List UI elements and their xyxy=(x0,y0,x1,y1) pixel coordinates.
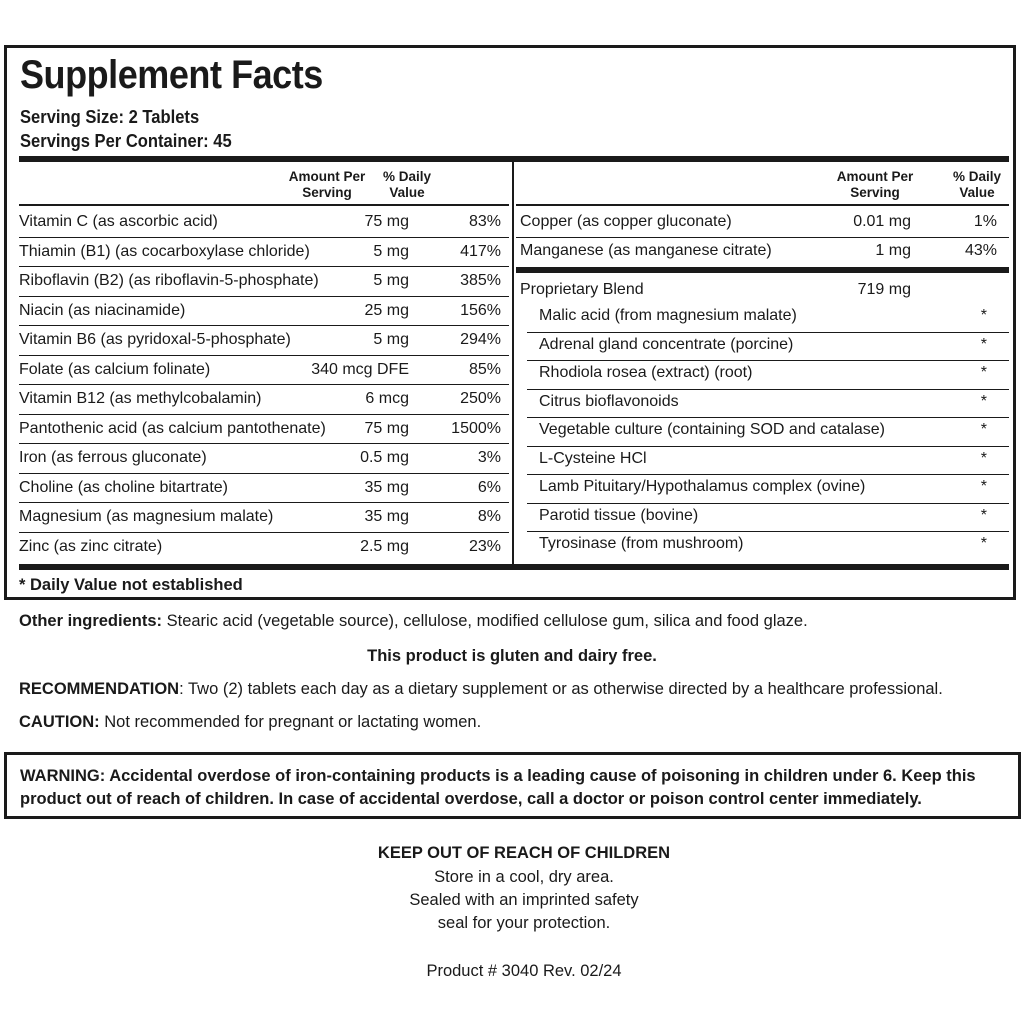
nutrient-amount: 75 mg xyxy=(364,419,409,437)
blend-amount: 719 mg xyxy=(857,281,911,298)
nutrient-daily-value: 156% xyxy=(460,301,501,319)
right-header-rule xyxy=(516,204,1009,206)
blend-item-name: Vegetable culture (containing SOD and catalase) xyxy=(539,421,885,438)
daily-value-footnote: * Daily Value not established xyxy=(19,576,243,594)
table-row xyxy=(516,237,1009,267)
nutrient-name: Choline (as choline bitartrate) xyxy=(19,478,228,496)
bottom-thick-rule xyxy=(19,564,1009,570)
nutrient-daily-value: 43% xyxy=(964,242,997,259)
supplement-facts-panel xyxy=(4,45,1016,600)
blend-item-name: Adrenal gland concentrate (porcine) xyxy=(539,335,794,353)
storage-line-1: Store in a cool, dry area. xyxy=(434,868,614,886)
right-dv-header: % Daily Value xyxy=(952,169,1002,200)
nutrient-name: Pantothenic acid (as calcium pantothenate) xyxy=(19,419,326,437)
nutrient-name: Thiamin (B1) (as cocarboxylase chloride) xyxy=(19,242,310,260)
nutrient-name: Riboflavin (B2) (as riboflavin-5-phosphate) xyxy=(19,272,319,289)
nutrient-amount: 5 mg xyxy=(373,331,409,348)
blend-item xyxy=(527,333,1009,362)
blend-item-name: Parotid tissue (bovine) xyxy=(539,506,699,524)
nutrient-amount: 35 mg xyxy=(364,478,409,496)
nutrient-daily-value: 3% xyxy=(477,449,501,466)
blend-item-name: Malic acid (from magnesium malate) xyxy=(539,307,797,324)
blend-item-daily-value: * xyxy=(980,506,987,524)
table-row xyxy=(19,238,509,268)
blend-item xyxy=(527,504,1009,533)
table-row xyxy=(19,474,509,504)
blend-item xyxy=(527,304,1009,333)
column-divider xyxy=(512,160,514,568)
recommendation: RECOMMENDATION: Two (2) tablets each day as a dietary supplement or as otherwise directed by a healthcare professional. xyxy=(19,680,943,698)
nutrient-amount: 75 mg xyxy=(364,213,409,230)
keep-out-of-reach: KEEP OUT OF REACH OF CHILDREN xyxy=(377,844,671,862)
blend-item-daily-value: * xyxy=(980,335,987,353)
nutrient-daily-value: 417% xyxy=(460,242,501,260)
blend-item-daily-value: * xyxy=(980,364,987,381)
blend-item xyxy=(527,475,1009,504)
nutrient-daily-value: 83% xyxy=(468,213,501,230)
table-row xyxy=(19,415,509,445)
table-row xyxy=(19,297,509,327)
blend-name: Proprietary Blend xyxy=(520,281,644,298)
blend-item-name: Lamb Pituitary/Hypothalamus complex (ovine) xyxy=(539,478,866,495)
table-row xyxy=(19,385,509,415)
nutrient-name: Manganese (as manganese citrate) xyxy=(520,242,772,259)
top-thick-rule xyxy=(19,156,1009,162)
nutrient-daily-value: 1500% xyxy=(451,419,501,437)
nutrient-daily-value: 6% xyxy=(477,478,501,496)
left-amount-header: Amount Per Serving xyxy=(288,169,366,200)
nutrient-daily-value: 294% xyxy=(460,331,501,348)
nutrient-amount: 0.5 mg xyxy=(360,449,409,466)
nutrient-name: Vitamin B12 (as methylcobalamin) xyxy=(19,390,262,407)
nutrient-amount: 35 mg xyxy=(364,508,409,525)
blend-item xyxy=(527,532,1009,561)
nutrient-name: Zinc (as zinc citrate) xyxy=(19,537,163,555)
blend-item-name: L-Cysteine HCl xyxy=(539,449,647,467)
blend-item-daily-value: * xyxy=(980,535,987,552)
nutrient-daily-value: 250% xyxy=(460,390,501,407)
blend-item-name: Tyrosinase (from mushroom) xyxy=(539,535,744,552)
blend-item-daily-value: * xyxy=(980,421,987,438)
caution: CAUTION: Not recommended for pregnant or lactating women. xyxy=(19,713,482,731)
table-row xyxy=(516,208,1009,238)
warning-text: WARNING: Accidental overdose of iron-containing products is a leading cause of poisoning in children under 6. Keep this product out of reach of children. In case of accidental overdose, call a doctor or poison control center immediately. xyxy=(20,767,976,808)
table-row xyxy=(19,208,509,238)
nutrient-daily-value: 85% xyxy=(468,360,501,378)
other-ingredients: Other ingredients: Stearic acid (vegetable source), cellulose, modified cellulose gum, silica and food glaze. xyxy=(19,612,808,630)
nutrient-amount: 1 mg xyxy=(875,242,911,259)
nutrient-amount: 2.5 mg xyxy=(360,537,409,555)
table-row xyxy=(19,533,509,563)
nutrient-name: Vitamin C (as ascorbic acid) xyxy=(19,213,218,230)
proprietary-blend-row xyxy=(516,276,1009,304)
nutrient-name: Vitamin B6 (as pyridoxal-5-phosphate) xyxy=(19,331,291,348)
blend-thick-rule xyxy=(516,267,1009,273)
blend-item-daily-value: * xyxy=(980,449,987,467)
blend-item xyxy=(527,361,1009,390)
product-number: Product # 3040 Rev. 02/24 xyxy=(426,962,622,980)
nutrient-daily-value: 385% xyxy=(460,272,501,289)
nutrient-amount: 6 mcg xyxy=(365,390,409,407)
nutrient-amount: 5 mg xyxy=(373,242,409,260)
blend-item-daily-value: * xyxy=(980,307,987,324)
nutrient-name: Folate (as calcium folinate) xyxy=(19,360,211,378)
blend-item-daily-value: * xyxy=(980,392,987,410)
table-row xyxy=(19,267,509,297)
nutrient-amount: 5 mg xyxy=(373,272,409,289)
nutrient-amount: 0.01 mg xyxy=(853,213,911,230)
gluten-free-statement: This product is gluten and dairy free. xyxy=(367,647,657,665)
nutrient-daily-value: 1% xyxy=(973,213,997,230)
nutrient-name: Copper (as copper gluconate) xyxy=(520,213,732,230)
left-header-rule xyxy=(19,204,509,206)
table-row xyxy=(19,444,509,474)
nutrient-name: Magnesium (as magnesium malate) xyxy=(19,508,274,525)
nutrient-amount: 340 mcg DFE xyxy=(311,360,409,378)
nutrient-name: Niacin (as niacinamide) xyxy=(19,301,186,319)
warning-box xyxy=(4,752,1021,819)
panel-title: Supplement Facts xyxy=(20,53,323,97)
nutrient-daily-value: 23% xyxy=(468,537,501,555)
table-row xyxy=(19,356,509,386)
table-row xyxy=(19,326,509,356)
blend-item xyxy=(527,418,1009,447)
table-row xyxy=(19,503,509,533)
nutrient-amount: 25 mg xyxy=(364,301,409,319)
right-amount-header: Amount Per Serving xyxy=(836,169,914,200)
blend-item-daily-value: * xyxy=(980,478,987,495)
storage-line-2: Sealed with an imprinted safety xyxy=(409,891,639,909)
blend-item xyxy=(527,447,1009,476)
nutrient-daily-value: 8% xyxy=(477,508,501,525)
left-dv-header: % Daily Value xyxy=(382,169,432,200)
storage-line-3: seal for your protection. xyxy=(437,914,611,932)
blend-item-name: Rhodiola rosea (extract) (root) xyxy=(539,364,753,381)
blend-item-name: Citrus bioflavonoids xyxy=(539,392,679,410)
servings-per-container: Servings Per Container: 45 xyxy=(20,131,232,151)
blend-item xyxy=(527,390,1009,419)
serving-size: Serving Size: 2 Tablets xyxy=(20,107,200,127)
nutrient-name: Iron (as ferrous gluconate) xyxy=(19,449,207,466)
